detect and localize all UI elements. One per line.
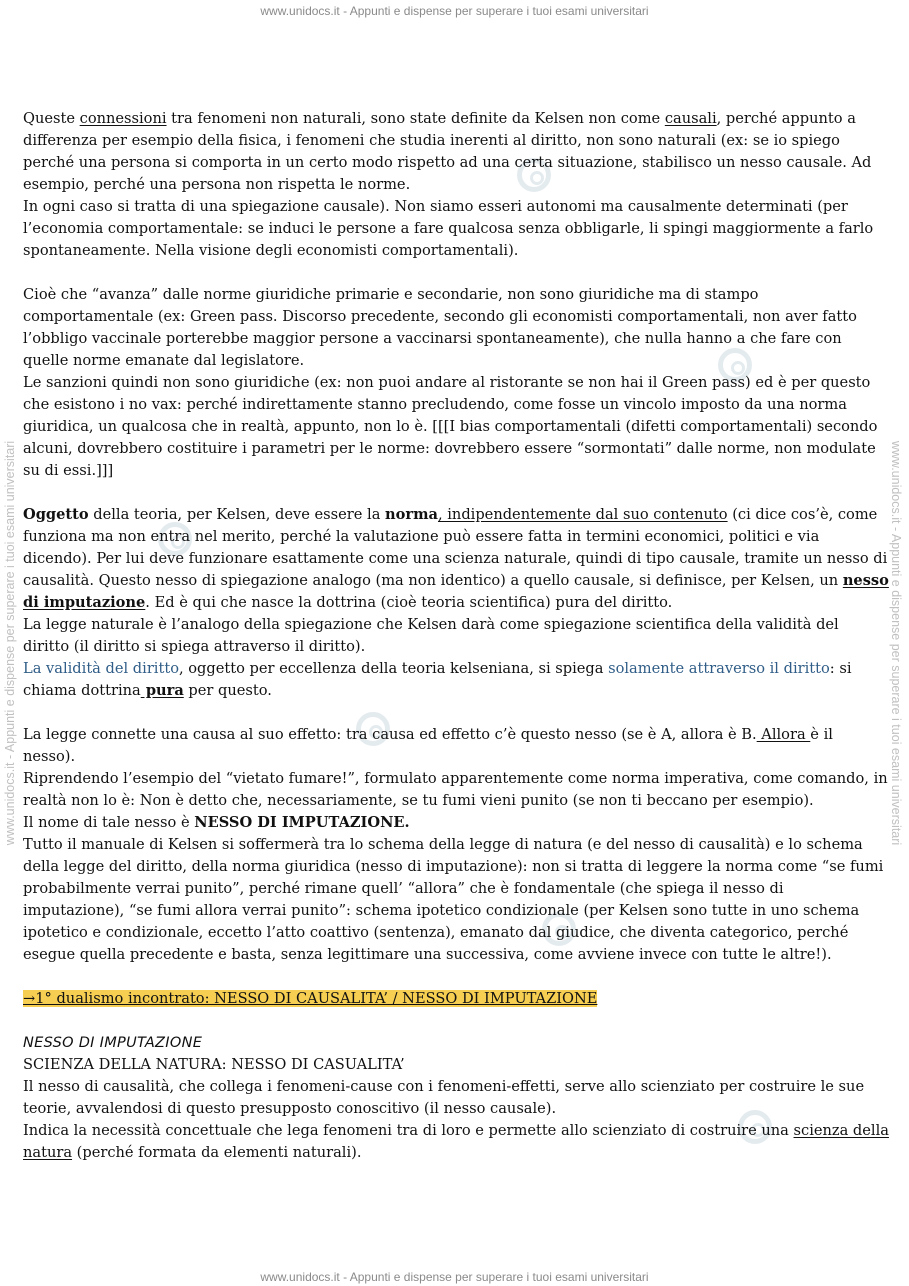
paragraph [23, 812, 889, 834]
text-underlined: causali [664, 110, 717, 127]
paragraph [23, 724, 889, 768]
section-heading: SCIENZA DELLA NATURA: NESSO DI CASUALITA’ [23, 1056, 405, 1073]
handwritten-heading: NESSO DI IMPUTAZIONE [23, 1035, 203, 1051]
left-side-watermark: www.unidocs.it - Appunti e dispense per superare i tuoi esami universitari [3, 440, 17, 846]
text: per questo. [183, 682, 272, 699]
bold-term: NESSO DI IMPUTAZIONE. [194, 814, 410, 831]
text: , perché appunto a differenza per esempio della fisica, i fenomeni che studia inerenti al diritto, non sono naturali (ex: se io spiego perché una persona si comporta in un certo modo rispetto ad una certa situazione, stabilisco un nesso causale. Ad esempio, perché una persona non rispetta le norme. [23, 110, 872, 193]
text: della teoria, per Kelsen, deve essere la [88, 506, 386, 523]
bold-underlined-term: pura [140, 682, 184, 699]
text-underlined: connessioni [79, 110, 167, 127]
blue-text: solamente attraverso il diritto [608, 660, 830, 677]
text-underlined: , indipendentemente dal suo contenuto [437, 506, 728, 523]
right-side-watermark: www.unidocs.it - Appunti e dispense per superare i tuoi esami universitari [889, 440, 903, 846]
bold-term: norma [385, 506, 438, 523]
text: (ci dice cos’è, come funziona ma non entra nel merito, perché la valutazione può essere fatta in termini economici, politici e via dicendo). Per lui deve funzionare esattamente come una scienza naturale, quindi di tipo causale, tramite un nesso di causalità. Questo nesso di spiegazione analogo (ma non identico) a quello causale, si definisce, per Kelsen, un [23, 506, 888, 589]
paragraph [23, 504, 889, 614]
paragraph: Riprendendo l’esempio del “vietato fumare!”, formulato apparentemente come norma imperativa, come comando, in realtà non lo è: Non è detto che, necessariamente, se tu fumi vieni punito (se non ti beccano per esempio). [23, 770, 888, 809]
text: Indica la necessità concettuale che lega fenomeni tra di loro e permette allo scienziato di costruire una [23, 1122, 794, 1139]
bold-term: Oggetto [23, 506, 89, 523]
text-underlined: scienza della natura [23, 1122, 889, 1161]
text: (perché formata da elementi naturali). [72, 1144, 362, 1161]
paragraph: Tutto il manuale di Kelsen si soffermerà tra lo schema della legge di natura (e del nesso di causalità) e lo schema della legge del diritto, della norma giuridica (nesso di imputazione): non si tratta di leggere la norma come “se fumi probabilmente verrai punito”, perché rimane quell’ “allora” che è fondamentale (che spiega il nesso di imputazione), “se fumi allora verrai punito”: schema ipotetico condizionale (per Kelsen sono tutte in uno schema ipotetico e condizionale, eccetto l’atto coattivo (sentenza), emanato dal giudice, che diventa categorico, perché esegue quella precedente e basta, senza legittimare una successiva, come avviene invece con tutte le altre!). [23, 836, 884, 963]
highlighted-dualism: →1° dualismo incontrato: NESSO DI CAUSALITA’ / NESSO DI IMPUTAZIONE [23, 990, 598, 1007]
text: . Ed è qui che nasce la dottrina (cioè teoria scientifica) pura del diritto. [145, 594, 673, 611]
text: : si chiama dottrina [23, 660, 852, 699]
paragraph: Il nesso di causalità, che collega i fenomeni-cause con i fenomeni-effetti, serve allo scienziato per costruire le sue teorie, avvalendosi di questo presupposto conoscitivo (il nesso causale). [23, 1078, 865, 1117]
text: tra fenomeni non naturali, sono state definite da Kelsen non come [166, 110, 665, 127]
text-underlined: Allora [756, 726, 811, 743]
text: Il nome di tale nesso è [23, 814, 195, 831]
header-watermark: www.unidocs.it - Appunti e dispense per superare i tuoi esami universitari [260, 4, 649, 18]
blue-text: La validità del diritto [23, 660, 179, 677]
paragraph: Cioè che “avanza” dalle norme giuridiche primarie e secondarie, non sono giuridiche ma di stampo comportamentale (ex: Green pass. Discorso precedente, secondo gli economisti comportamentali, non aver fatto l’obbligo vaccinale porterebbe maggior persone a vaccinarsi spontaneamente), che nulla hanno a che fare con quelle norme emanate dal legislatore. [23, 286, 857, 369]
text: , oggetto per eccellenza della teoria kelseniana, si spiega [178, 660, 609, 677]
document-body [23, 108, 889, 1164]
paragraph [23, 658, 889, 702]
footer-watermark: www.unidocs.it - Appunti e dispense per superare i tuoi esami universitari [260, 1270, 649, 1284]
paragraph [23, 108, 889, 196]
paragraph: La legge naturale è l’analogo della spiegazione che Kelsen darà come spiegazione scientifica della validità del diritto (il diritto si spiega attraverso il diritto). [23, 616, 839, 655]
paragraph: In ogni caso si tratta di una spiegazione causale). Non siamo esseri autonomi ma causalmente determinati (per l’economia comportamentale: se induci le persone a fare qualcosa senza obbligarle, li spingi maggiormente a farlo spontaneamente. Nella visione degli economisti comportamentali). [23, 198, 874, 259]
paragraph: Le sanzioni quindi non sono giuridiche (ex: non puoi andare al ristorante se non hai il Green pass) ed è per questo che esistono i no vax: perché indirettamente stanno precludendo, come fosse un vincolo imposto da una norma giuridica, un qualcosa che in realtà, appunto, non lo è. [[[I bias comportamentali (difetti comportamentali) secondo alcuni, dovrebbero costituire i parametri per le norme: dovrebbero essere “sormontati” dalle norme, non modulate su di essi.]]] [23, 374, 878, 479]
bold-underlined-term: nesso di imputazione [23, 572, 889, 611]
text: Queste [23, 110, 80, 127]
text: è il nesso). [23, 726, 833, 765]
text: La legge connette una causa al suo effetto: tra causa ed effetto c’è questo nesso (se è A, allora è B. [23, 726, 757, 743]
paragraph [23, 988, 889, 1010]
paragraph [23, 1120, 889, 1164]
